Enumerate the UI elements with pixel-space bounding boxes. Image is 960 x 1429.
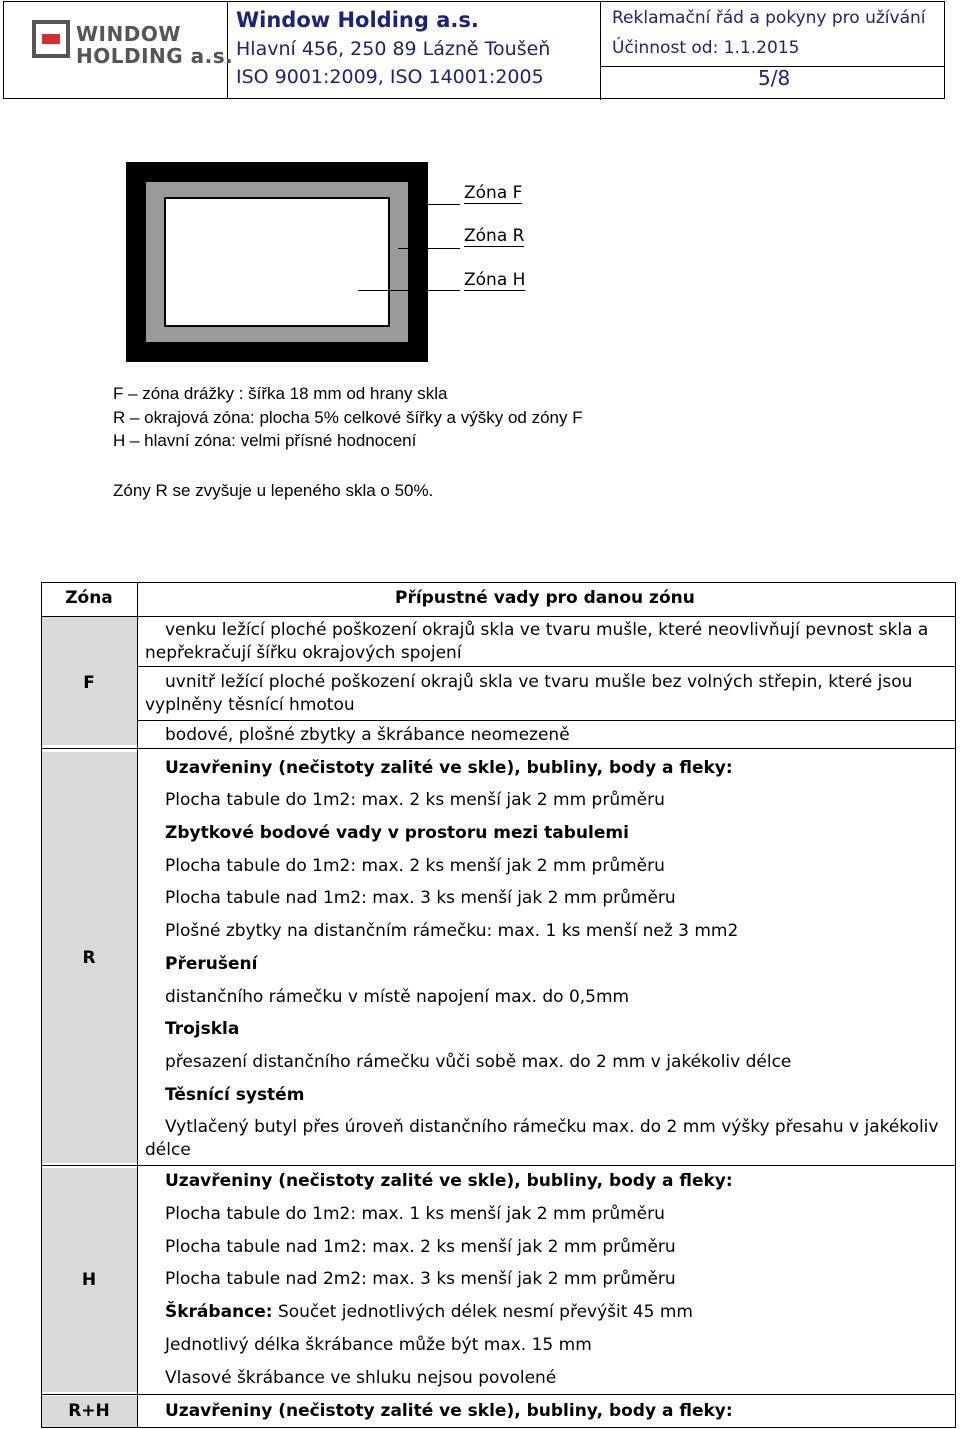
table-row-divider — [137, 720, 956, 721]
rh-defect-heading: Uzavřeniny (nečistoty zalité ve skle), bubliny, body a fleky: — [165, 1401, 733, 1421]
h-defect-row: Jednotlivý délka škrábance může být max. 15 mm — [165, 1335, 592, 1355]
zone-h-area — [164, 197, 390, 327]
table-row-divider — [137, 666, 956, 667]
zone-h-label: Zóna H — [464, 270, 526, 290]
zone-f-name: F — [83, 673, 95, 693]
f-defect-row: venku ležící ploché poškození okrajů skla ve tvaru mušle, které neovlivňují pevnost skla a — [165, 620, 929, 640]
r-defect-heading: Přerušení — [165, 954, 258, 974]
logo-text-line1: WINDOW — [76, 22, 181, 46]
logo-mark-icon — [32, 20, 70, 58]
r-defect-row: Plocha tabule do 1m2: max. 2 ks menší jak 2 mm průměru — [165, 790, 665, 810]
r-defect-heading: Uzavřeniny (nečistoty zalité ve skle), bubliny, body a fleky: — [165, 758, 733, 778]
column-header-zone: Zóna — [65, 588, 113, 608]
iso-certifications: ISO 9001:2009, ISO 14001:2005 — [236, 66, 544, 88]
h-defect-row: Vlasové škrábance ve shluku nejsou povolené — [165, 1368, 557, 1388]
column-header-defects: Přípustné vady pro danou zónu — [395, 588, 695, 608]
f-defect-row: uvnitř ležící ploché poškození okrajů skla ve tvaru mušle bez volných střepin, které jsou — [165, 672, 913, 692]
table-row-divider — [41, 748, 956, 749]
r-defect-heading: Trojskla — [165, 1019, 240, 1039]
r-defect-row: Plocha tabule do 1m2: max. 2 ks menší jak 2 mm průměru — [165, 856, 665, 876]
table-border — [41, 582, 956, 583]
zone-rh-name: R+H — [68, 1401, 110, 1421]
f-defect-row-cont: vyplněny těsnící hmotou — [145, 695, 355, 715]
defects-table — [41, 582, 956, 1428]
h-defect-row: Plocha tabule do 1m2: max. 1 ks menší jak 2 mm průměru — [165, 1204, 665, 1224]
zone-h-name: H — [81, 1270, 97, 1290]
zone-h-description: H – hlavní zóna: velmi přísné hodnocení — [113, 431, 417, 450]
table-row-divider — [41, 1165, 956, 1166]
laminated-glass-note: Zóny R se zvyšuje u lepeného skla o 50%. — [113, 481, 434, 500]
effective-date: Účinnost od: 1.1.2015 — [612, 38, 800, 58]
company-name: Window Holding a.s. — [236, 8, 479, 32]
h-scratches-row — [165, 1302, 693, 1322]
h-defect-row: Plocha tabule nad 2m2: max. 3 ks menší jak 2 mm průměru — [165, 1269, 676, 1289]
table-column-divider — [137, 582, 138, 1428]
table-border — [955, 582, 956, 1428]
r-defect-heading: Těsnící systém — [165, 1085, 305, 1105]
header-divider — [600, 2, 601, 67]
zone-r-label: Zóna R — [464, 226, 525, 246]
logo-text-line2: HOLDING a.s. — [76, 44, 234, 68]
company-address: Hlavní 456, 250 89 Lázně Toušeň — [236, 38, 551, 60]
h-defect-row: Plocha tabule nad 1m2: max. 2 ks menší jak 2 mm průměru — [165, 1237, 676, 1257]
r-defect-row: přesazení distančního rámečku vůči sobě max. do 2 mm v jakékoliv délce — [165, 1052, 792, 1072]
h-scratches-text: Součet jednotlivých délek nesmí převýšit 45 mm — [272, 1302, 693, 1322]
table-row-divider — [41, 1394, 956, 1395]
page-number: 5/8 — [758, 66, 791, 90]
table-row-divider — [41, 616, 956, 617]
document-header — [3, 1, 945, 99]
zone-f-leader-line — [414, 204, 460, 205]
zone-r-description: R – okrajová zóna: plocha 5% celkové šířky a výšky od zóny F — [113, 408, 583, 427]
document-title: Reklamační řád a pokyny pro užívání — [612, 8, 926, 28]
r-defect-row: distančního rámečku v místě napojení max. do 0,5mm — [165, 987, 630, 1007]
zone-r-name: R — [82, 948, 96, 968]
r-defect-row-cont: délce — [145, 1140, 191, 1160]
zone-r-leader-line — [398, 248, 460, 249]
table-border — [41, 1427, 956, 1428]
r-defect-row: Plocha tabule nad 1m2: max. 3 ks menší jak 2 mm průměru — [165, 888, 676, 908]
header-divider — [600, 66, 601, 100]
r-defect-row: Vytlačený butyl přes úroveň distančního rámečku max. do 2 mm výšky přesahu v jakékoliv — [165, 1117, 939, 1137]
table-border — [41, 582, 42, 1428]
zone-f-description: F – zóna drážky : šířka 18 mm od hrany skla — [113, 384, 448, 403]
r-defect-heading: Zbytkové bodové vady v prostoru mezi tabulemi — [165, 823, 629, 843]
r-defect-row: Plošné zbytky na distančním rámečku: max. 1 ks menší než 3 mm2 — [165, 921, 739, 941]
zone-h-leader-line — [358, 290, 460, 291]
zone-f-label: Zóna F — [464, 183, 523, 203]
company-logo — [32, 18, 234, 78]
h-defect-heading: Uzavřeniny (nečistoty zalité ve skle), bubliny, body a fleky: — [165, 1171, 733, 1191]
h-scratches-label: Škrábance: — [165, 1302, 273, 1322]
glass-zones-diagram — [126, 162, 428, 362]
f-defect-row-cont: nepřekračují šířku okrajových spojení — [145, 643, 462, 663]
f-defect-row: bodové, plošné zbytky a škrábance neomezeně — [165, 725, 570, 745]
